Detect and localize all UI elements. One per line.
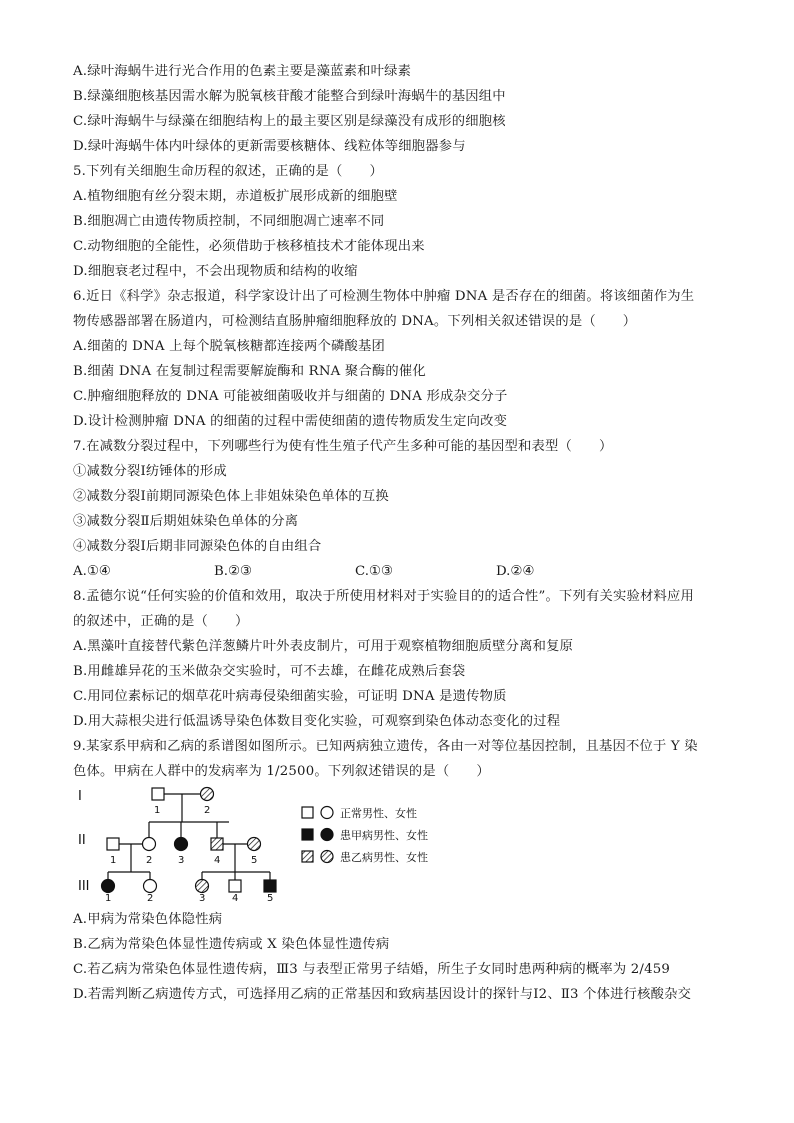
gen2-male-4: [211, 838, 223, 850]
gen2-num-1: 1: [110, 855, 117, 866]
q8-option-c: C.用同位素标记的烟草花叶病毒侵染细菌实验，可证明 DNA 是遗传物质: [73, 689, 507, 704]
q9-stem-line1: 9.某家系甲病和乙病的系谱图如图所示。已知两病独立遗传，各由一对等位基因控制，且基因不位于 Y 染: [73, 739, 698, 754]
q4-option-c: C.绿叶海蜗牛与绿藻在细胞结构上的最主要区别是绿藻没有成形的细胞核: [73, 114, 506, 129]
q6-option-a: A.细菌的 DNA 上每个脱氧核糖都连接两个磷酸基团: [73, 339, 386, 354]
gen3-num-3: 3: [199, 893, 206, 902]
q6-option-d: D.设计检测肿瘤 DNA 的细菌的过程中需使细菌的遗传物质发生定向改变: [73, 414, 508, 429]
gen2-num-5: 5: [251, 855, 258, 866]
q7-option-d: D.②④: [496, 564, 535, 579]
q9-option-b: B.乙病为常染色体显性遗传病或 X 染色体显性遗传病: [73, 937, 390, 952]
q5-stem: 5.下列有关细胞生命历程的叙述，正确的是（ ）: [73, 164, 384, 179]
q7-stem: 7.在减数分裂过程中，下列哪些行为使有性生殖子代产生多种可能的基因型和表型（ ）: [73, 439, 613, 454]
q9-stem-line2: 色体。甲病在人群中的发病率为 1/2500。下列叙述错误的是（ ）: [73, 764, 490, 779]
q5-option-a: A.植物细胞有丝分裂末期，赤道板扩展形成新的细胞壁: [73, 189, 398, 204]
q4-option-a: A.绿叶海蜗牛进行光合作用的色素主要是藻蓝素和叶绿素: [73, 64, 412, 79]
q9-option-c: C.若乙病为常染色体显性遗传病，Ⅲ3 与表型正常男子结婚，所生子女同时患两种病的概率为 2/459: [73, 962, 671, 977]
q5-option-d: D.细胞衰老过程中，不会出现物质和结构的收缩: [73, 264, 358, 279]
pedigree-chart: [74, 782, 474, 902]
q6-option-c: C.肿瘤细胞释放的 DNA 可能被细菌吸收并与细菌的 DNA 形成杂交分子: [73, 389, 508, 404]
q4-option-d: D.绿叶海蜗牛体内叶绿体的更新需要核糖体、线粒体等细胞器参与: [73, 139, 466, 154]
q6-option-b: B.细菌 DNA 在复制过程需要解旋酶和 RNA 聚合酶的催化: [73, 364, 426, 379]
q7-item-1: ①减数分裂Ⅰ纺锤体的形成: [73, 464, 227, 479]
q7-option-c: C.①③: [355, 564, 393, 579]
q7-option-a: A.①④: [73, 564, 111, 579]
gen3-female-2: [144, 880, 157, 893]
q7-item-4: ④减数分裂Ⅰ后期非同源染色体的自由组合: [73, 539, 322, 554]
q8-option-b: B.用雌雄异花的玉米做杂交实验时，可不去雄，在雌花成熟后套袋: [73, 664, 466, 679]
gen3-female-3: [196, 880, 209, 893]
gen2-female-3: [175, 838, 188, 851]
q9-option-a: A.甲病为常染色体隐性病: [73, 912, 223, 927]
q8-stem-line2: 的叙述中，正确的是（ ）: [73, 614, 249, 629]
legend-disease-b: 患乙病男性、女性: [340, 851, 428, 864]
gen-label-1: I: [78, 789, 82, 804]
q9-option-d: D.若需判断乙病遗传方式，可选择用乙病的正常基因和致病基因设计的探针与Ⅰ2、Ⅱ3 个体进行核酸杂交: [73, 987, 692, 1002]
legend-disease-a: 患甲病男性、女性: [340, 829, 428, 842]
q7-option-b: B.②③: [214, 564, 252, 579]
gen3-male-5: [264, 880, 276, 892]
gen3-num-2: 2: [147, 893, 154, 902]
q6-stem-line2: 物传感器部署在肠道内，可检测结直肠肿瘤细胞释放的 DNA。下列相关叙述错误的是（ ）: [73, 314, 637, 329]
gen2-num-3: 3: [178, 855, 185, 866]
q5-option-b: B.细胞凋亡由遗传物质控制，不同细胞凋亡速率不同: [73, 214, 385, 229]
q4-option-b: B.绿藻细胞核基因需水解为脱氧核苷酸才能整合到绿叶海蜗牛的基因组中: [73, 89, 506, 104]
legend-normal: 正常男性、女性: [340, 807, 417, 820]
gen-label-3: III: [78, 879, 90, 894]
q8-stem-line1: 8.孟德尔说“任何实验的价值和效用，取决于所使用材料对于实验目的的适合性”。下列有关实验材料应用: [73, 589, 694, 604]
q7-item-3: ③减数分裂Ⅱ后期姐妹染色单体的分离: [73, 514, 299, 529]
gen1-female-2: [201, 788, 214, 801]
gen3-male-4: [229, 880, 241, 892]
q6-stem-line1: 6.近日《科学》杂志报道，科学家设计出了可检测生物体中肿瘤 DNA 是否存在的细菌。将该细菌作为生: [73, 289, 695, 304]
gen3-num-4: 4: [232, 893, 239, 902]
q5-option-c: C.动物细胞的全能性，必须借助于核移植技术才能体现出来: [73, 239, 425, 254]
gen2-female-5: [248, 838, 261, 851]
gen3-num-5: 5: [267, 893, 274, 902]
gen2-female-2: [143, 838, 156, 851]
gen3-num-1: 1: [105, 893, 112, 902]
gen1-num-2: 2: [204, 805, 211, 816]
gen-label-2: II: [78, 833, 86, 848]
gen1-num-1: 1: [154, 805, 161, 816]
gen2-num-2: 2: [146, 855, 153, 866]
pedigree-legend: [302, 806, 428, 864]
gen2-num-4: 4: [214, 855, 221, 866]
gen1-male-1: [152, 788, 164, 800]
gen3-female-1: [102, 880, 115, 893]
q8-option-d: D.用大蒜根尖进行低温诱导染色体数目变化实验，可观察到染色体动态变化的过程: [73, 714, 561, 729]
q8-option-a: A.黑藻叶直接替代紫色洋葱鳞片叶外表皮制片，可用于观察植物细胞质壁分离和复原: [73, 639, 574, 654]
gen2-male-1: [107, 838, 119, 850]
q7-item-2: ②减数分裂Ⅰ前期同源染色体上非姐妹染色单体的互换: [73, 489, 389, 504]
